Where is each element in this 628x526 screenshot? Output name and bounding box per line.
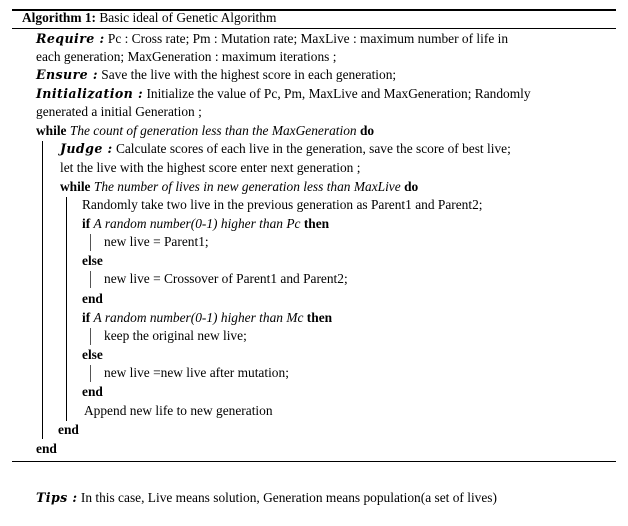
append-text: Append new life to new generation bbox=[84, 403, 273, 418]
header-rule bbox=[12, 28, 616, 29]
else2-body-line bbox=[104, 364, 289, 382]
judge-text-1: Calculate scores of each live in the generation, save the score of best live; bbox=[115, 141, 511, 156]
if2-then: then bbox=[306, 310, 333, 325]
tips-text: In this case, Live means solution, Generation means population(a set of lives) bbox=[80, 490, 497, 505]
take-parents-text: Randomly take two live in the previous generation as Parent1 and Parent2; bbox=[82, 197, 483, 212]
if2-condition: A random number(0-1) higher than Mc bbox=[93, 310, 304, 325]
take-parents-line bbox=[82, 196, 483, 214]
if2-line bbox=[82, 309, 332, 327]
inner-while-keyword: while bbox=[60, 179, 91, 194]
algorithm-title: Basic ideal of Genetic Algorithm bbox=[99, 10, 277, 25]
require-line-1 bbox=[36, 30, 508, 48]
if1-line bbox=[82, 215, 329, 233]
init-line-1 bbox=[36, 85, 531, 103]
if1-keyword: if bbox=[82, 216, 91, 231]
inner-while-line bbox=[60, 178, 418, 196]
judge-line-1 bbox=[60, 140, 511, 158]
else2-line bbox=[82, 346, 103, 364]
ensure-text: Save the live with the highest score in each generation; bbox=[101, 67, 397, 82]
tips-keyword: Tips : bbox=[36, 490, 78, 505]
else2-bar bbox=[90, 365, 91, 382]
ensure-line bbox=[36, 66, 396, 84]
append-line bbox=[84, 402, 273, 420]
outer-while-line bbox=[36, 122, 374, 140]
end2-line bbox=[82, 383, 103, 401]
if1-bar bbox=[90, 234, 91, 251]
judge-line-2 bbox=[60, 159, 360, 177]
init-text-2: generated a initial Generation ; bbox=[36, 104, 202, 119]
outer-while-do: do bbox=[359, 123, 375, 138]
init-text-1: Initialize the value of Pc, Pm, MaxLive and MaxGeneration; Randomly bbox=[146, 86, 531, 101]
tips-line bbox=[36, 489, 497, 507]
require-text-1: Pc : Cross rate; Pm : Mutation rate; MaxLive : maximum number of life in bbox=[107, 31, 509, 46]
else1-body-line bbox=[104, 270, 348, 288]
if2-bar bbox=[90, 328, 91, 345]
if1-then: then bbox=[303, 216, 330, 231]
end1-line bbox=[82, 290, 103, 308]
outer-while-condition: The count of generation less than the MaxGeneration bbox=[69, 123, 357, 138]
end-outer-while-line bbox=[36, 440, 57, 458]
else1-body: new live = Crossover of Parent1 and Parent2; bbox=[104, 271, 348, 286]
judge-keyword: Judge : bbox=[60, 141, 113, 156]
init-keyword: Initialization : bbox=[36, 86, 144, 101]
require-text-2: each generation; MaxGeneration : maximum iterations ; bbox=[36, 49, 337, 64]
if1-condition: A random number(0-1) higher than Pc bbox=[93, 216, 301, 231]
if2-keyword: if bbox=[82, 310, 91, 325]
else1-keyword: else bbox=[82, 253, 103, 268]
require-line-2 bbox=[36, 48, 336, 66]
inner-while-bar bbox=[66, 197, 67, 421]
else2-body: new live =new live after mutation; bbox=[104, 365, 289, 380]
init-line-2 bbox=[36, 103, 202, 121]
bottom-rule bbox=[12, 461, 616, 462]
else1-bar bbox=[90, 271, 91, 288]
inner-while-condition: The number of lives in new generation less than MaxLive bbox=[93, 179, 401, 194]
if2-body: keep the original new live; bbox=[104, 328, 247, 343]
algorithm-header bbox=[22, 9, 276, 27]
inner-while-do: do bbox=[404, 179, 419, 194]
end-inner-while-keyword: end bbox=[58, 422, 79, 437]
outer-while-keyword: while bbox=[36, 123, 67, 138]
end1-keyword: end bbox=[82, 291, 103, 306]
require-keyword: Require : bbox=[36, 31, 105, 46]
judge-text-2: let the live with the highest score enter next generation ; bbox=[60, 160, 361, 175]
outer-while-bar bbox=[42, 141, 43, 439]
if2-body-line bbox=[104, 327, 247, 345]
end-inner-while-line bbox=[58, 421, 79, 439]
end2-keyword: end bbox=[82, 384, 103, 399]
ensure-keyword: Ensure : bbox=[36, 67, 98, 82]
algorithm-label: Algorithm 1: bbox=[22, 10, 97, 25]
else1-line bbox=[82, 252, 103, 270]
end-outer-while-keyword: end bbox=[36, 441, 57, 456]
if1-body-line bbox=[104, 233, 209, 251]
if1-body: new live = Parent1; bbox=[104, 234, 209, 249]
else2-keyword: else bbox=[82, 347, 103, 362]
